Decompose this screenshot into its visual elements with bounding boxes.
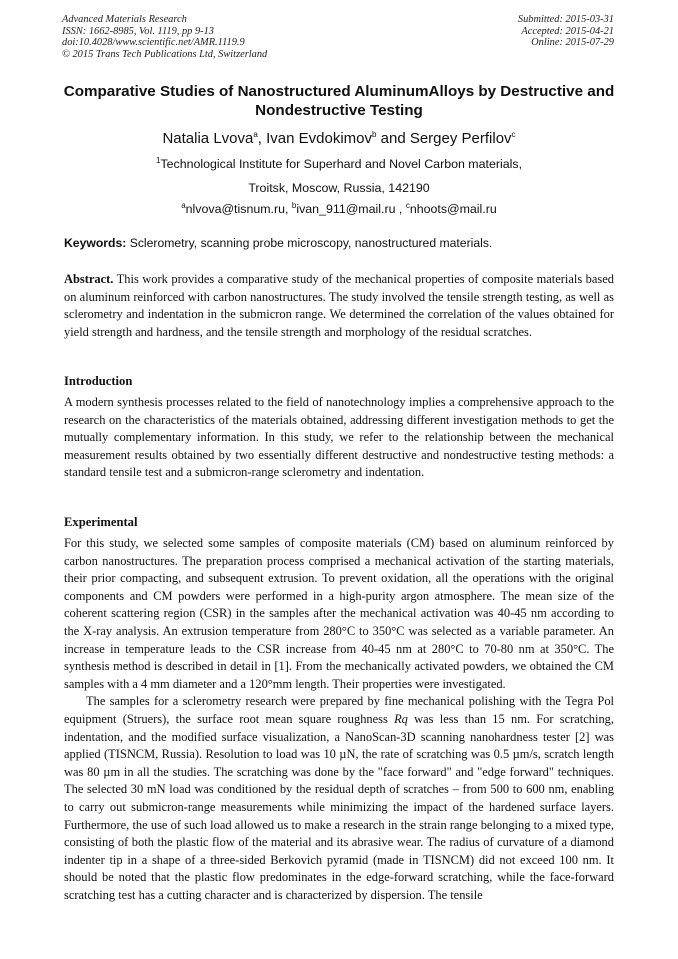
- introduction-text: A modern synthesis processes related to the field of nanotechnology implies a comprehensive approach to the research on the characteristics of the materials obtained, addressing different investigation methods to get the mutually complementary information. In this study, we refer to the relationship between the mechanical measurement results obtained by two essentially different destructive and nondestructive testing methods: a standard tensile test and a submicron-range sclerometry and indentation.: [64, 395, 614, 480]
- author-name: and Sergey Perfilov: [376, 130, 512, 147]
- author-name: , Ivan Evdokimov: [257, 130, 373, 147]
- accepted-date: Accepted: 2015-04-21: [521, 25, 614, 37]
- email-link[interactable]: ivan_911@mail.ru ,: [296, 202, 406, 216]
- author-name: Natalia Lvova: [162, 130, 254, 147]
- author-superscript: a: [253, 130, 258, 139]
- abstract-text: This work provides a comparative study of the mechanical properties of composite materials based on aluminum reinforced with carbon nanostructures. The study involved the tensile strength testing, as well as sclerometry and indentation in the submicron range. We determined the correlation of the values obtained for yield strength and hardness, and the tensile strength and morphology of the residual scratches.: [64, 272, 614, 339]
- affiliation-line-2: Troitsk, Moscow, Russia, 142190: [248, 181, 430, 195]
- rq-symbol: Rq: [394, 711, 408, 726]
- paragraph: For this study, we selected some samples of composite materials (CM) based on aluminum reinforced by carbon nanostructures. The preparation process comprised a mechanical activation of the starting materials, their prior compacting, and subsequent extrusion. To prevent oxidation, all the operations with the original components and CM powders were performed in a high-purity argon atmosphere. The mean size of the coherent scattering region (CSR) in the samples after the mechanical activation was 40-45 nm according to the X-ray analysis. An extrusion temperature from 280°C to 350°C was selected as a variable parameter. An increase in temperature leads to the CSR increase from 40-45 nm at 280°C to 70-80 nm at 350°C. The synthesis method is described in detail in [1]. From the mechanically activated powders, we obtained the CM samples with a 4 mm diameter and a 120°mm length. Their properties were investigated.: [64, 536, 614, 691]
- email-link[interactable]: nlvova@tisnum.ru,: [185, 202, 292, 216]
- paper-title: Comparative Studies of Nanostructured AluminumAlloys by Destructive and Nondestructive Testing: [63, 83, 615, 119]
- keywords-text: Sclerometry, scanning probe microscopy, nanostructured materials.: [126, 236, 493, 250]
- journal-info: [62, 14, 267, 60]
- author-emails: $^a$nlvova@tisnum.ru, $^b$ivan_911@mail.ru , $^c$nhoots@mail.ru: [181, 200, 497, 216]
- journal-issn: ISSN: 1662-8985, Vol. 1119, pp 9-13: [62, 25, 214, 37]
- affiliation-line-1: $^1$Technological Institute for Superhard and Novel Carbon materials,: [155, 155, 523, 171]
- affiliation-superscript: 1: [155, 155, 161, 165]
- online-date: Online: 2015-07-29: [531, 37, 614, 49]
- journal-doi: doi:10.4028/www.scientific.net/AMR.1119.9: [62, 37, 245, 49]
- keywords-label: Keywords:: [64, 236, 127, 250]
- abstract: [64, 271, 614, 341]
- author-list: [60, 130, 618, 148]
- journal-name: Advanced Materials Research: [62, 14, 187, 25]
- abstract-label: Abstract.: [64, 272, 114, 286]
- journal-copyright: © 2015 Trans Tech Publications Ltd, Switzerland: [62, 48, 268, 60]
- submission-dates: [518, 14, 614, 49]
- author-superscript: c: [511, 130, 516, 139]
- section-heading-introduction: Introduction: [64, 374, 133, 388]
- keywords: [64, 236, 614, 251]
- section-heading-experimental: Experimental: [64, 515, 138, 529]
- experimental-text: [64, 535, 614, 904]
- author-superscript: b: [372, 130, 377, 139]
- submitted-date: Submitted: 2015-03-31: [517, 14, 614, 25]
- paragraph: The samples for a sclerometry research were prepared by fine mechanical polishing with the Tegra Pol equipment (Struers), the surface root mean square roughness Rq was less than 15 nm. For scratching, indentation, and the modified surface visualization, a NanoScan-3D scanning nanohardness tester [2] was applied (TISNCM, Russia). Resolution to load was 10 µN, the rate of scratching was 0.5 µm/s, scratch length was 80 µm in all the studies. The scratching was done by the "face forward" and "edge forward" techniques. The selected 30 mN load was conditioned by the residual depth of scratches – from 500 to 600 nm, enabling to carry out submicron-range measurements while minimizing the impact of the hardened surface layers. Furthermore, the use of such load allowed us to make a research in the strain range belonging to a mixed type, consisting of both the plastic flow of the material and its abrasive wear. The radius of curvature of a diamond indenter tip in a shape of a three-sided Berkovich pyramid (made in TISNCM) did not exceed 100 nm. It should be noted that the plastic flow predominates in the edge-forward scratching, while the face-forward scratching test has a cutting character and is characterized by dispersion. The tensile: [64, 694, 614, 902]
- email-link[interactable]: nhoots@mail.ru: [409, 202, 497, 216]
